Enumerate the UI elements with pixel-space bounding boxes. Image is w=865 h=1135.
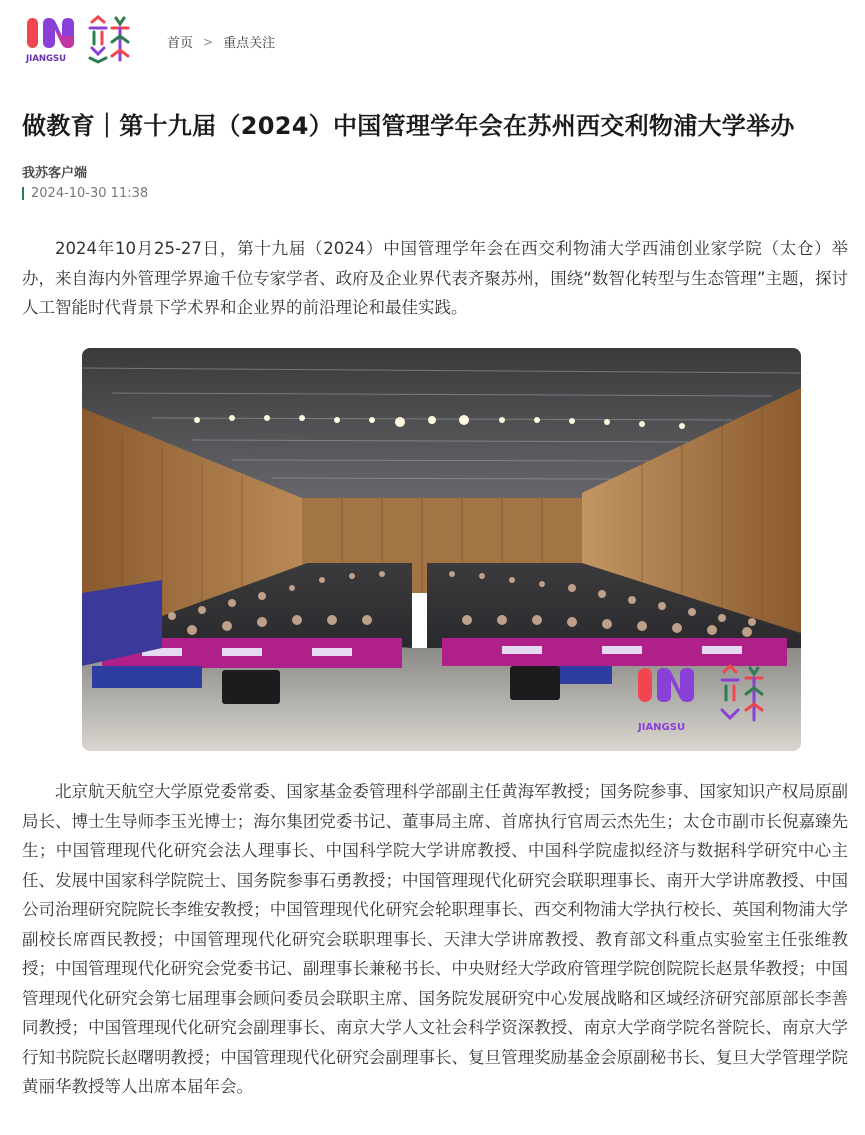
breadcrumb-current-link[interactable]: 重点关注: [223, 36, 276, 51]
article-date: [22, 186, 148, 201]
breadcrumb-home-link[interactable]: 首页: [167, 36, 194, 51]
date-accent-bar: [22, 187, 24, 200]
conference-hall-photo[interactable]: [82, 348, 801, 751]
breadcrumb-separator: >: [203, 34, 214, 49]
site-header: [0, 0, 865, 80]
article-date-text: 2024-10-30 11:38: [31, 186, 149, 201]
article-paragraph-1: 2024年10月25-27日，第十九届（2024）中国管理学年会在西交利物浦大学西浦创业家学院（太仓）举办，来自海内外管理学界逾千位专家学者、政府及企业界代表齐聚苏州，围绕“数智化转型与生态管理”主题，探讨人工智能时代背景下学术界和企业界的前沿理论和最佳实践。: [22, 239, 848, 317]
watermark-text: JIANGSU: [638, 722, 686, 733]
article-paragraph-2: 北京航天航空大学原党委常委、国家基金委管理科学部副主任黄海军教授；国务院参事、国家知识产权局原副局长、博士生导师李玉光博士；海尔集团党委书记、董事局主席、首席执行官周云杰先生；太仓市副市长倪嘉臻先生；中国管理现代化研究会法人理事长、中国科学院大学讲席教授、中国科学院虚拟经济与数据科学研究中心主任、发展中国家科学院院士、国务院参事石勇教授；中国管理现代化研究会联职理事长、南开大学讲席教授、中国公司治理研究院院长李维安教授；中国管理现代化研究会轮职理事长、西交利物浦大学执行校长、英国利物浦大学副校长席酉民教授；中国管理现代化研究会联职理事长、天津大学讲席教授、教育部文科重点实验室主任张维教授；中国管理现代化研究会党委书记、副理事长兼秘书长、中央财经大学政府管理学院创院院长赵景华教授；中国管理现代化研究会第七届理事会顾问委员会联职主席、国务院发展研究中心发展战略和区域经济研究部原部长李善同教授；中国管理现代化研究会副理事长、南京大学人文社会科学资深教授、南京大学商学院名誉院长、南京大学行知书院院长赵曙明教授；中国管理现代化研究会副理事长、复旦管理奖励基金会原副秘书长、复旦大学管理学院黄丽华教授等人出席本届年会。: [22, 782, 848, 1096]
article-title: 做教育｜第十九届（2024）中国管理学年会在苏州西交利物浦大学举办: [22, 112, 795, 140]
logo-text: JIANGSU: [26, 54, 67, 64]
breadcrumb: [167, 32, 275, 51]
jiangsu-logo[interactable]: [24, 14, 136, 66]
article-source: 我苏客户端: [22, 166, 88, 181]
